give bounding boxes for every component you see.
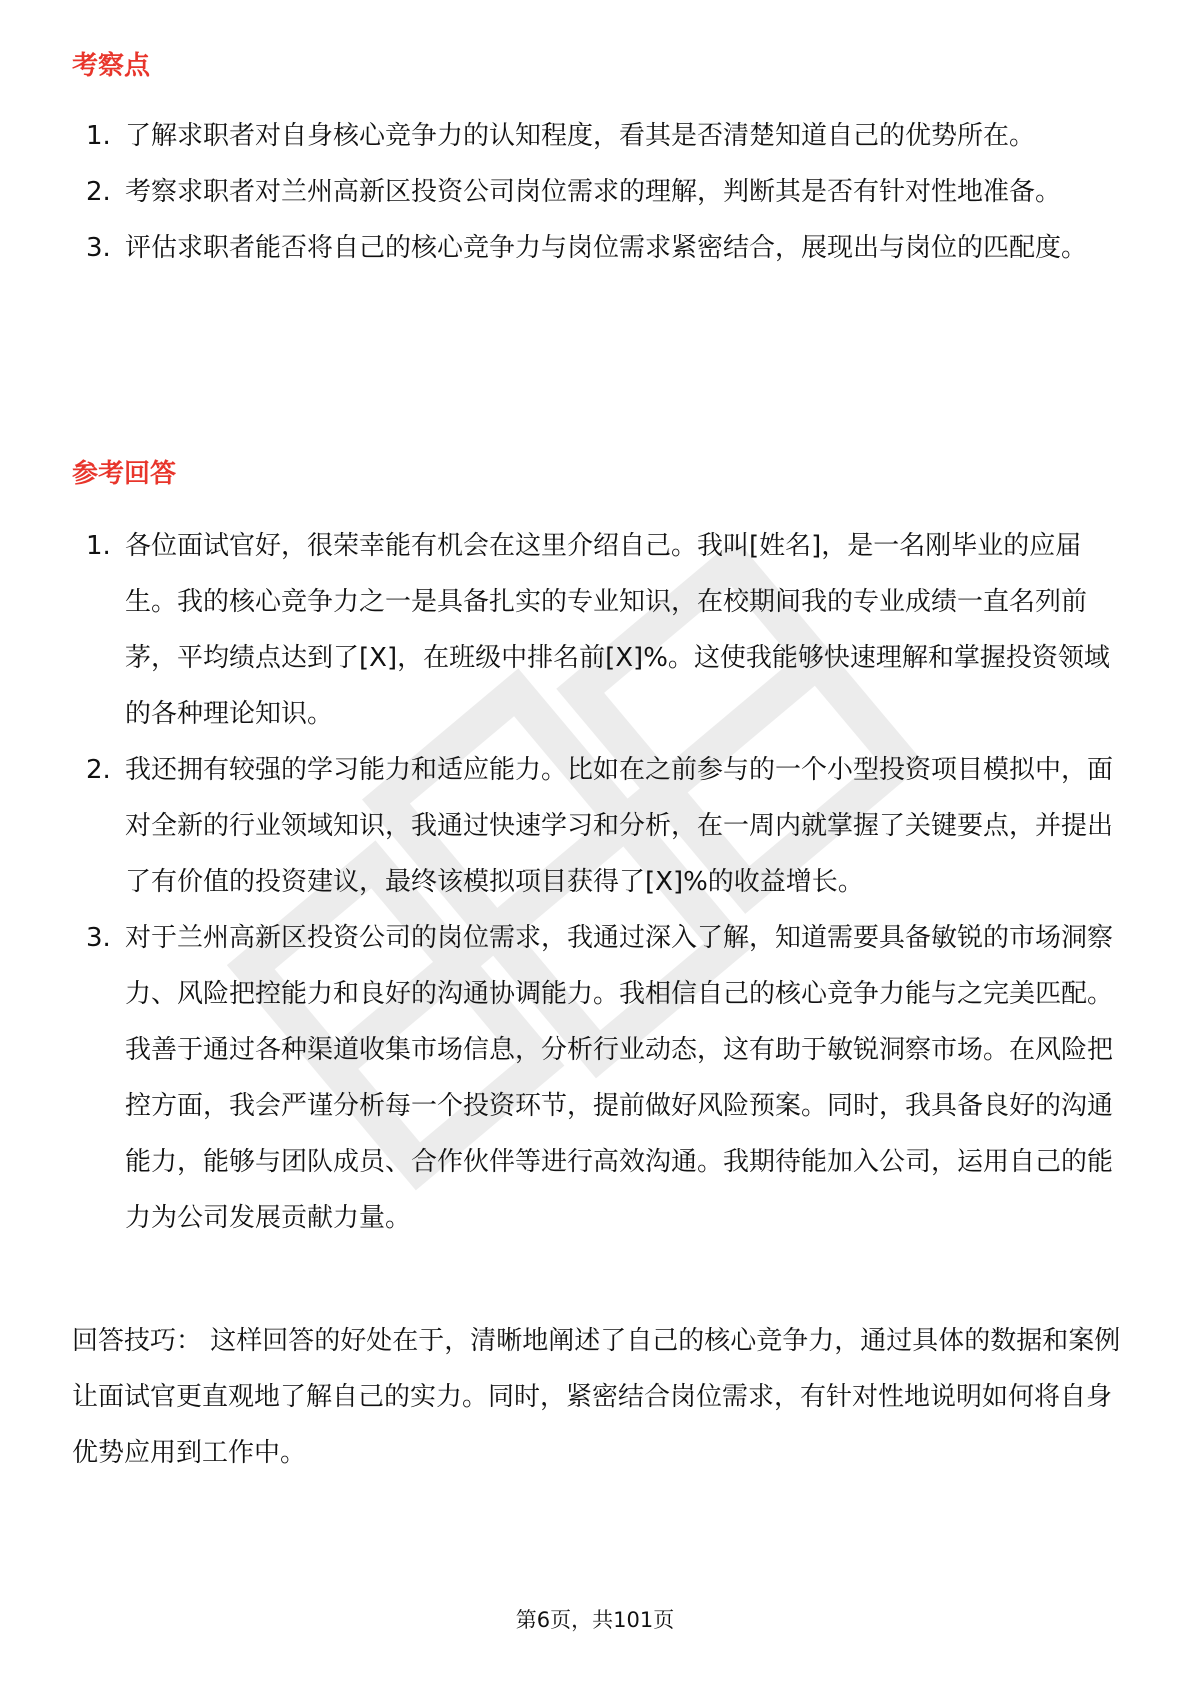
list-text: 评估求职者能否将自己的核心竞争力与岗位需求紧密结合，展现出与岗位的匹配度。 bbox=[125, 233, 1088, 263]
list-number: 2. bbox=[86, 755, 111, 785]
cankao-list bbox=[0, 518, 1190, 1246]
list-item bbox=[0, 742, 1190, 910]
list-text: 各位面试官好，很荣幸能有机会在这里介绍自己。我叫[姓名]，是一名刚毕业的应届生。我的核心竞争力之一是具备扎实的专业知识，在校期间我的专业成绩一直名列前茅，平均绩点达到了[X]，在班级中排名前[X]%。这使我能够快速理解和掌握投资领域的各种理论知识。 bbox=[125, 531, 1110, 729]
list-item bbox=[0, 164, 1190, 220]
kaochadian-list bbox=[0, 108, 1190, 276]
list-number: 1. bbox=[86, 121, 111, 151]
list-number: 1. bbox=[86, 531, 111, 561]
section-title-cankao: 参考回答 bbox=[72, 459, 177, 489]
list-number: 3. bbox=[86, 233, 111, 263]
answer-tips: 回答技巧： 这样回答的好处在于，清晰地阐述了自己的核心竞争力，通过具体的数据和案例让面试官更直观地了解自己的实力。同时，紧密结合岗位需求，有针对性地说明如何将自身优势应用到工作中。 bbox=[72, 1326, 1121, 1468]
list-number: 3. bbox=[86, 923, 111, 953]
list-text: 我还拥有较强的学习能力和适应能力。比如在之前参与的一个小型投资项目模拟中，面对全新的行业领域知识，我通过快速学习和分析，在一周内就掌握了关键要点，并提出了有价值的投资建议，最终该模拟项目获得了[X]%的收益增长。 bbox=[125, 755, 1114, 897]
list-text: 了解求职者对自身核心竞争力的认知程度，看其是否清楚知道自己的优势所在。 bbox=[125, 121, 1036, 151]
section-title-kaochadian: 考察点 bbox=[72, 51, 151, 81]
list-item bbox=[0, 220, 1190, 276]
list-item bbox=[0, 108, 1190, 164]
list-number: 2. bbox=[86, 177, 111, 207]
list-item bbox=[0, 910, 1190, 1246]
list-text: 对于兰州高新区投资公司的岗位需求，我通过深入了解，知道需要具备敏锐的市场洞察力、风险把控能力和良好的沟通协调能力。我相信自己的核心竞争力能与之完美匹配。我善于通过各种渠道收集市场信息，分析行业动态，这有助于敏锐洞察市场。在风险把控方面，我会严谨分析每一个投资环节，提前做好风险预案。同时，我具备良好的沟通能力，能够与团队成员、合作伙伴等进行高效沟通。我期待能加入公司，运用自己的能力为公司发展贡献力量。 bbox=[125, 923, 1114, 1233]
list-item bbox=[0, 518, 1190, 742]
list-text: 考察求职者对兰州高新区投资公司岗位需求的理解，判断其是否有针对性地准备。 bbox=[125, 177, 1062, 207]
page-number: 第6页，共101页 bbox=[515, 1608, 675, 1632]
